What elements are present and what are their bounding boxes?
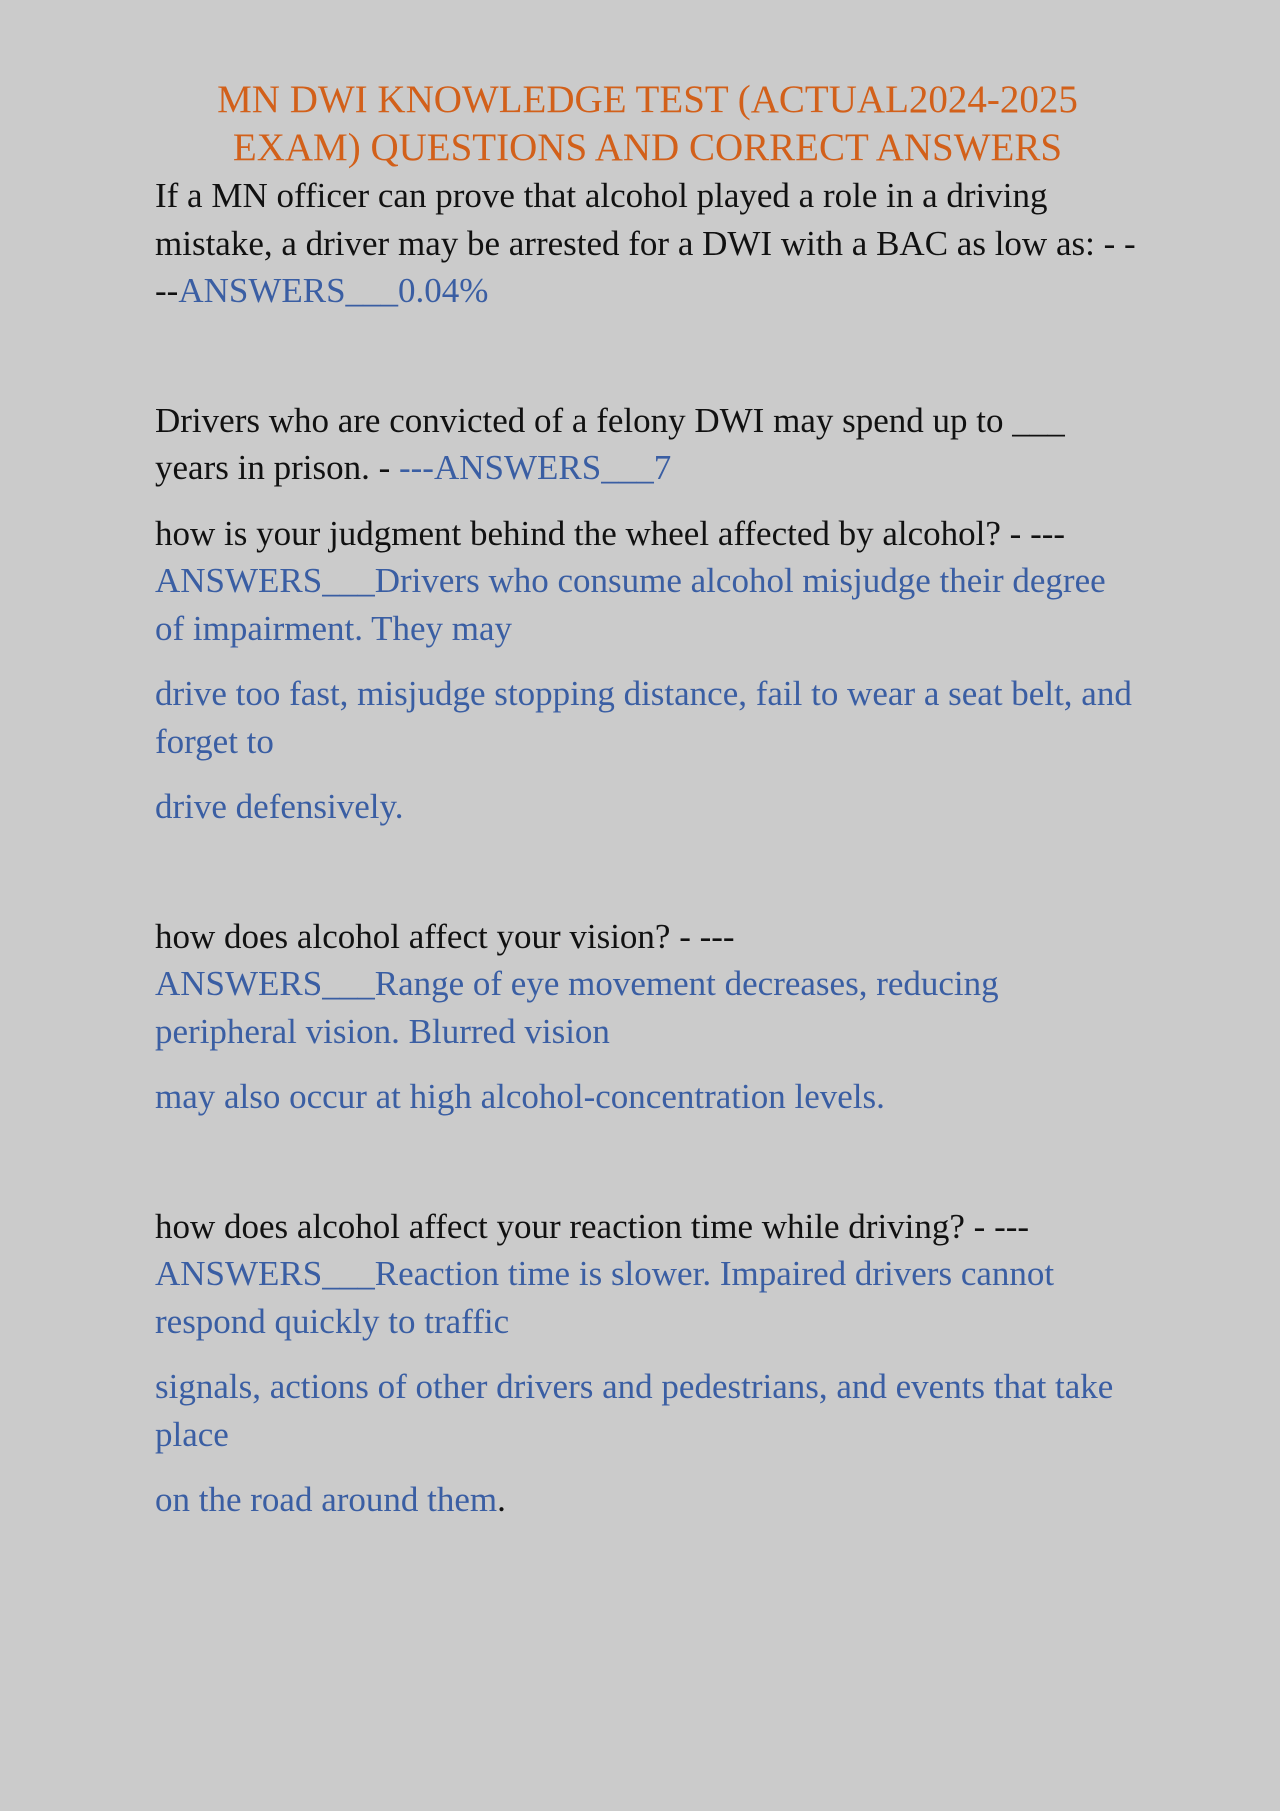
period-text: . <box>497 1480 506 1519</box>
qa-paragraph-3 <box>155 510 1140 653</box>
qa-paragraph-5 <box>155 1203 1140 1346</box>
question-text: Drivers who are convicted of a felony DWI may spend up to ___ years in prison. - <box>155 400 1065 487</box>
question-text: how does alcohol affect your reaction time while driving? - --- <box>155 1206 1030 1246</box>
answer-text: ANSWERS___Reaction time is slower. Impaired drivers cannot respond quickly to traffic <box>155 1254 1055 1341</box>
answer-continuation-5b <box>155 1476 1140 1524</box>
answer-text: ANSWERS___0.04% <box>178 271 489 310</box>
document-title: MN DWI KNOWLEDGE TEST (ACTUAL2024-2025 EXAM) QUESTIONS AND CORRECT ANSWERS <box>217 78 1078 169</box>
answer-text: ANSWERS___Range of eye movement decreases, reducing peripheral vision. Blurred vision <box>155 964 999 1051</box>
answer-text: drive too fast, misjudge stopping distance, fail to wear a seat belt, and forget to <box>155 674 1132 761</box>
answer-text: on the road around them <box>155 1480 498 1519</box>
answer-continuation-3a <box>155 670 1140 765</box>
answer-continuation-3b <box>155 783 1140 831</box>
answer-text: may also occur at high alcohol-concentration levels. <box>155 1077 885 1116</box>
qa-paragraph-4 <box>155 913 1140 1056</box>
qa-paragraph-2 <box>155 397 1140 492</box>
question-text: how does alcohol affect your vision? - --- <box>155 916 735 956</box>
answer-text: signals, actions of other drivers and pedestrians, and events that take place <box>155 1367 1114 1454</box>
answer-text: ANSWERS___Drivers who consume alcohol misjudge their degree of impairment. They may <box>155 561 1106 648</box>
question-text: If a MN officer can prove that alcohol played a role in a driving mistake, a driver may be arrested for a DWI with a BAC as low as: - --- <box>155 176 1136 310</box>
answer-text: ---ANSWERS___7 <box>398 448 672 487</box>
answer-continuation-5a <box>155 1363 1140 1458</box>
answer-text: drive defensively. <box>155 787 404 826</box>
qa-paragraph-1 <box>155 172 1140 315</box>
question-text: how is your judgment behind the wheel affected by alcohol? - --- <box>155 513 1066 553</box>
answer-continuation-4a <box>155 1073 1140 1121</box>
